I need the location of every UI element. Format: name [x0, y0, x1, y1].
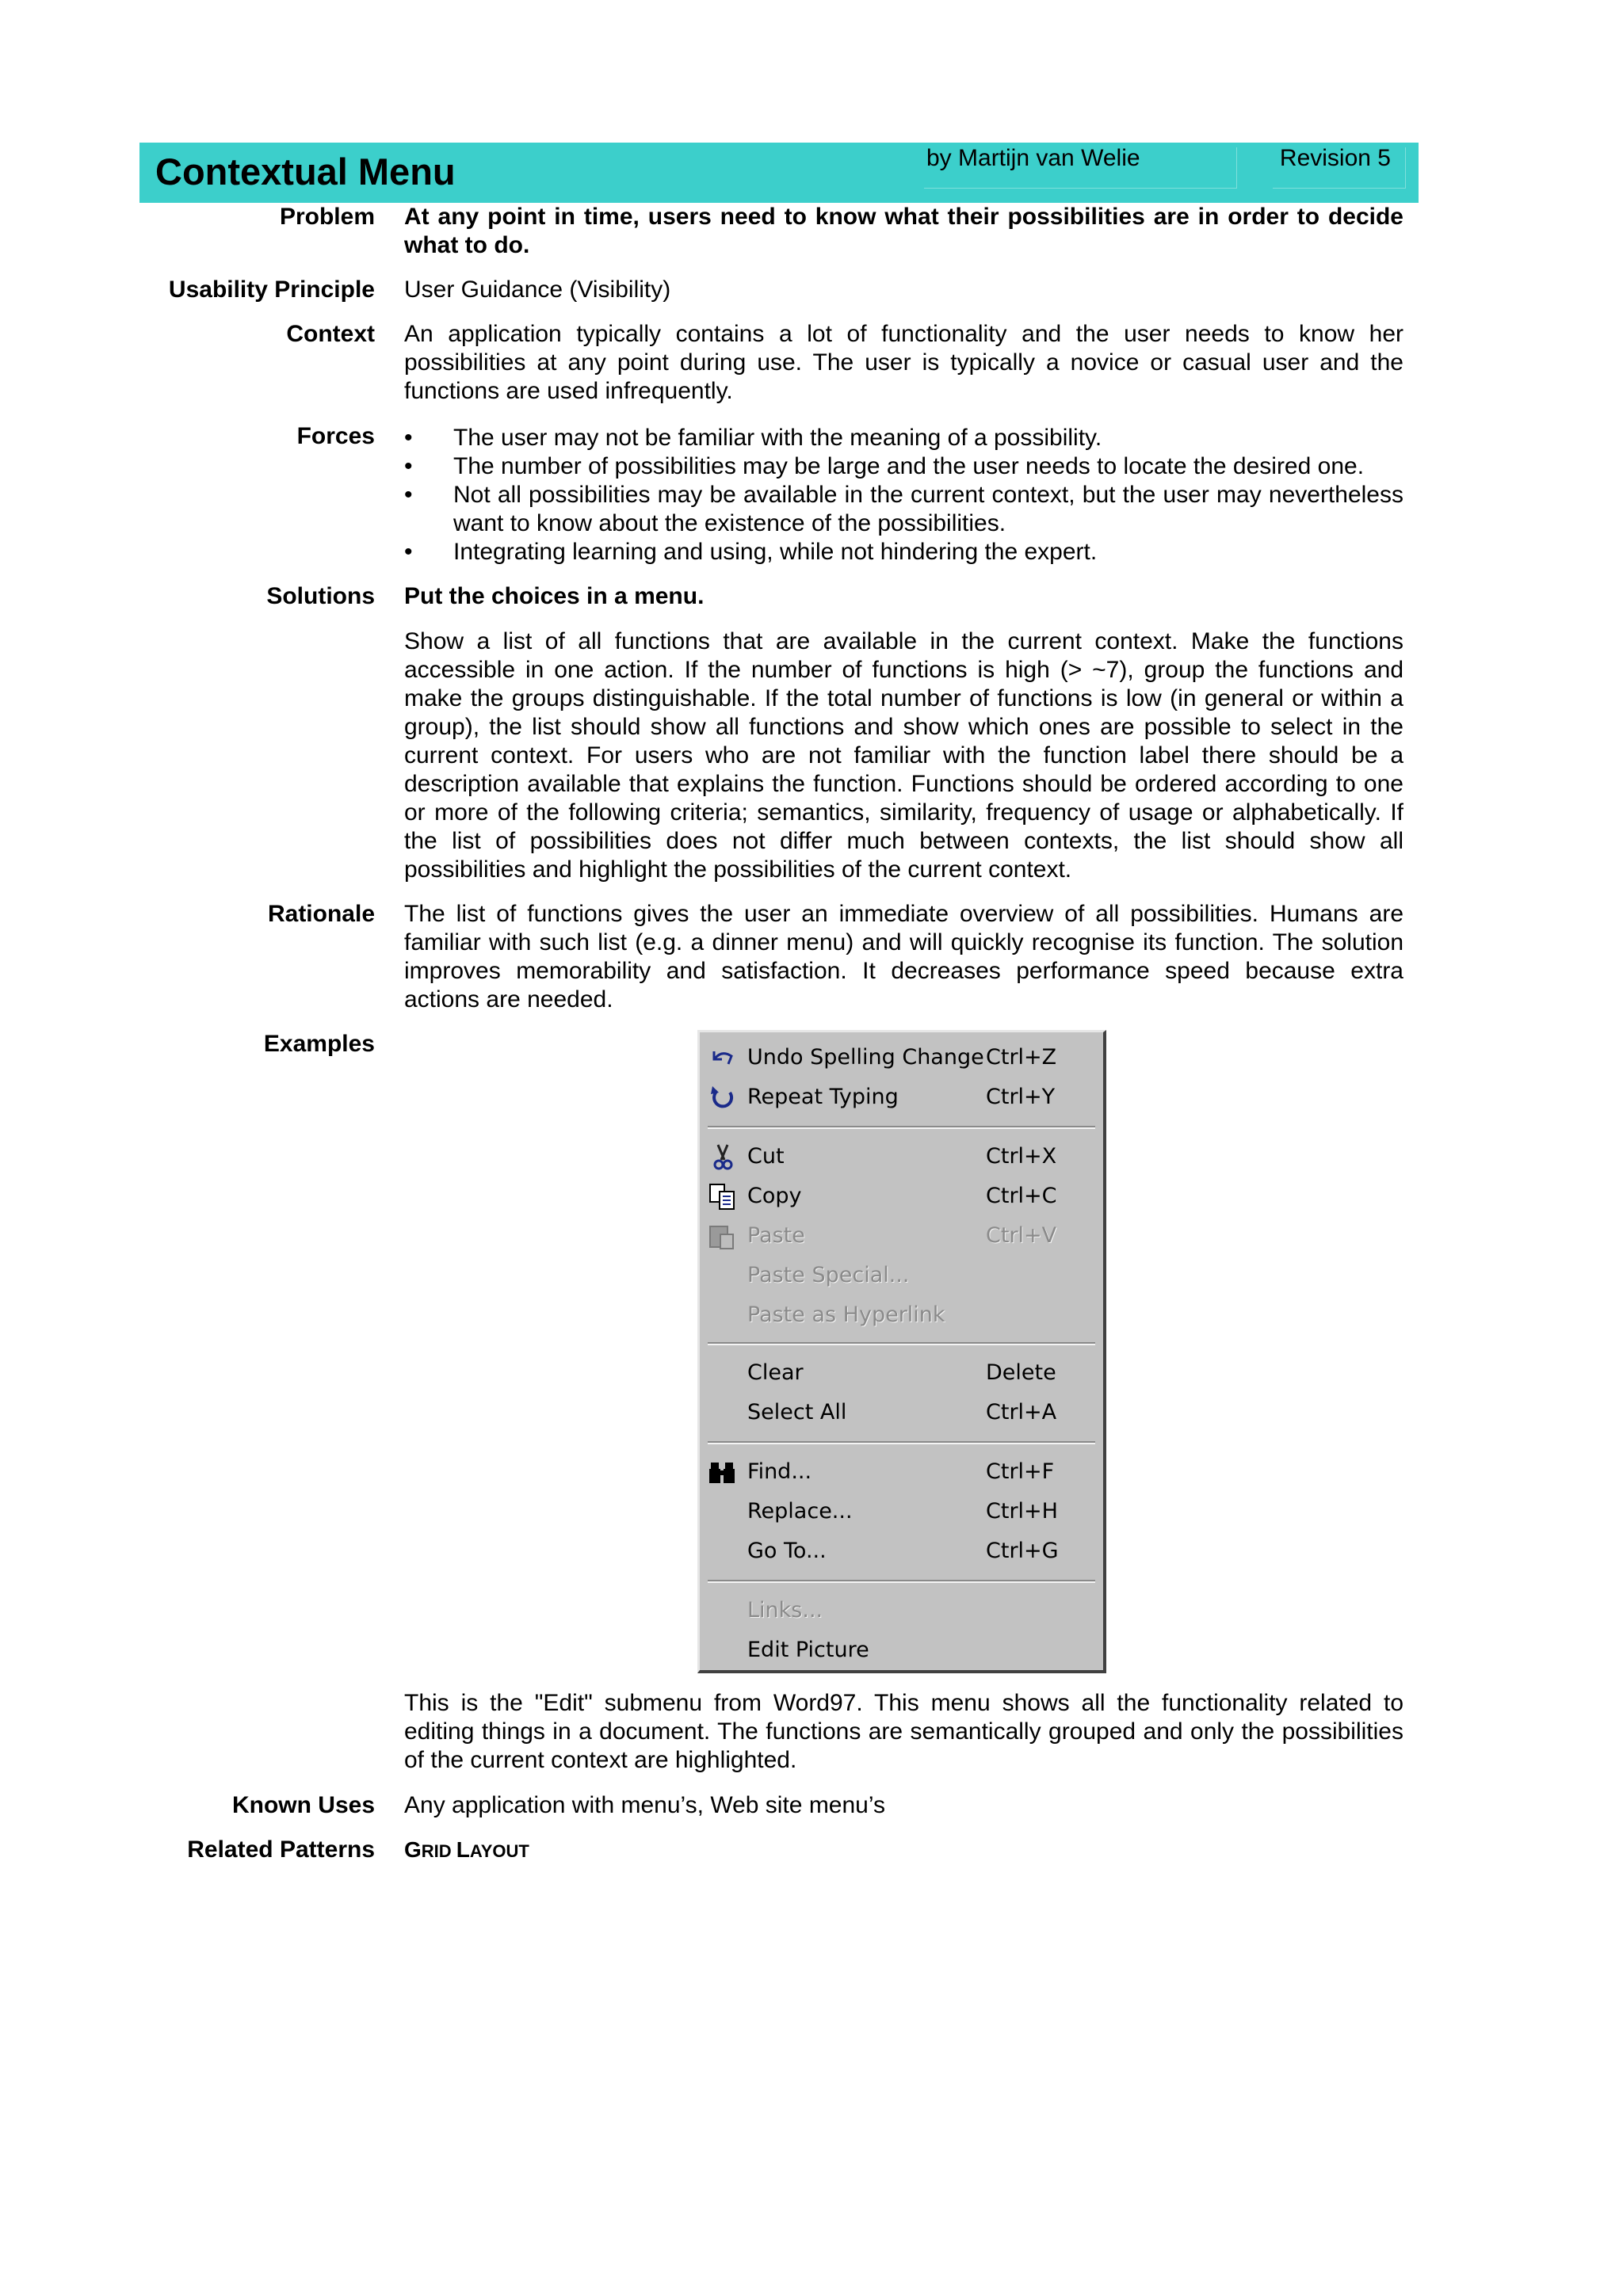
binoculars-icon	[708, 1458, 738, 1488]
menu-item-label: Cut	[747, 1144, 785, 1169]
page-header	[139, 143, 1419, 203]
menu-item-edit-picture[interactable]	[700, 1634, 1103, 1671]
related-pattern-link[interactable]	[404, 1836, 1403, 1866]
menu-item-label: Links...	[747, 1598, 823, 1623]
menu-item-label: Repeat Typing	[747, 1085, 899, 1109]
menu-item-shortcut: Ctrl+X	[986, 1144, 1057, 1169]
edit-context-menu	[697, 1030, 1106, 1673]
menu-item-goto[interactable]	[700, 1535, 1103, 1572]
principle-label: Usability Principle	[168, 277, 375, 303]
copy-icon	[708, 1182, 738, 1212]
author-box	[924, 147, 1237, 189]
menu-item-find[interactable]	[700, 1456, 1103, 1493]
forces-item	[404, 481, 1403, 538]
scissors-icon	[708, 1142, 738, 1173]
revision-box	[1273, 147, 1406, 189]
page-title: Contextual Menu	[155, 151, 456, 193]
menu-item-label: Select All	[747, 1400, 847, 1425]
menu-item-label: Copy	[747, 1184, 802, 1208]
menu-item-repeat[interactable]	[700, 1081, 1103, 1118]
menu-item-shortcut: Ctrl+Z	[986, 1045, 1057, 1070]
menu-separator	[708, 1126, 1095, 1129]
menu-item-label: Go To...	[747, 1539, 827, 1563]
forces-item-text: Not all possibilities may be available in the current context, but the user may nevertheless want to know about the existence of the possibilities.	[453, 482, 1403, 536]
menu-item-paste[interactable]	[700, 1220, 1103, 1257]
author-name: by Martijn van Welie	[926, 145, 1140, 171]
examples-caption: This is the "Edit" submenu from Word97. This menu shows all the functionality related to editing things in a document. The functions are semantically grouped and only the possibilities of the current context are highlighted.	[404, 1690, 1403, 1773]
forces-item-text: Integrating learning and using, while not hindering the expert.	[453, 539, 1098, 565]
known-uses-text: Any application with menu’s, Web site menu’s	[404, 1792, 885, 1818]
menu-item-clear[interactable]	[700, 1357, 1103, 1394]
forces-item-text: The user may not be familiar with the meaning of a possibility.	[453, 425, 1102, 451]
menu-item-shortcut: Delete	[986, 1360, 1056, 1385]
rationale-text: The list of functions gives the user an immediate overview of all possibilities. Humans are familiar with such list (e.g. a dinner menu) and will quickly recognise its function. The solution improves memorability and satisfaction. It decreases performance speed because extra actions are needed.	[404, 901, 1403, 1013]
related-pattern-part: RID	[421, 1841, 456, 1861]
bullet-icon: •	[404, 539, 413, 565]
menu-separator	[708, 1580, 1095, 1583]
forces-list	[404, 424, 1403, 566]
related-pattern-part: G	[404, 1837, 422, 1862]
related-pattern-part: AYOUT	[469, 1841, 529, 1861]
bullet-icon: •	[404, 482, 413, 508]
related-pattern-part: L	[456, 1837, 470, 1862]
menu-item-label: Find...	[747, 1459, 812, 1484]
menu-item-shortcut: Ctrl+Y	[986, 1085, 1056, 1109]
menu-item-copy[interactable]	[700, 1180, 1103, 1217]
menu-item-label: Paste	[747, 1223, 805, 1248]
repeat-icon	[708, 1083, 738, 1113]
menu-item-shortcut: Ctrl+G	[986, 1539, 1059, 1563]
menu-item-shortcut: Ctrl+F	[986, 1459, 1055, 1484]
forces-item	[404, 452, 1403, 481]
rationale-label: Rationale	[267, 901, 375, 927]
forces-item-text: The number of possibilities may be large and the user needs to locate the desired one.	[453, 453, 1365, 479]
forces-label: Forces	[296, 423, 375, 449]
problem-label: Problem	[279, 204, 375, 230]
menu-item-label: Undo Spelling Change	[747, 1045, 984, 1070]
paste-icon	[708, 1222, 738, 1252]
menu-item-shortcut: Ctrl+H	[986, 1499, 1058, 1524]
principle-text: User Guidance (Visibility)	[404, 277, 671, 303]
menu-separator	[708, 1441, 1095, 1444]
menu-item-label: Paste as Hyperlink	[747, 1302, 945, 1327]
context-label: Context	[286, 321, 375, 347]
menu-item-cut[interactable]	[700, 1141, 1103, 1177]
menu-item-paste-special[interactable]	[700, 1260, 1103, 1296]
revision-label: Revision 5	[1279, 145, 1391, 171]
menu-item-shortcut: Ctrl+C	[986, 1184, 1057, 1208]
forces-item	[404, 424, 1403, 452]
menu-item-shortcut: Ctrl+V	[986, 1223, 1057, 1248]
related-label: Related Patterns	[187, 1836, 375, 1863]
menu-item-select-all[interactable]	[700, 1397, 1103, 1433]
context-text: An application typically contains a lot of functionality and the user needs to know her possibilities at any point during use. The user is typically a novice or casual user and the functions are used infrequently.	[404, 321, 1403, 404]
known-uses-label: Known Uses	[231, 1792, 375, 1818]
menu-item-replace[interactable]	[700, 1496, 1103, 1532]
bullet-icon: •	[404, 453, 413, 479]
menu-item-label: Clear	[747, 1360, 804, 1385]
solutions-label: Solutions	[266, 583, 375, 609]
forces-item	[404, 538, 1403, 566]
solutions-summary: Put the choices in a menu.	[404, 583, 705, 609]
menu-item-undo[interactable]	[700, 1042, 1103, 1078]
bullet-icon: •	[404, 425, 413, 451]
menu-separator	[708, 1342, 1095, 1345]
examples-label: Examples	[263, 1031, 375, 1057]
undo-icon	[708, 1043, 738, 1074]
menu-item-shortcut: Ctrl+A	[986, 1400, 1057, 1425]
menu-item-label: Replace...	[747, 1499, 853, 1524]
solutions-text: Show a list of all functions that are available in the current context. Make the functions accessible in one action. If the number of functions is high (> ~7), group the functions and make the groups distinguishable. If the total number of functions is low (in general or within a group), the list should show all functions and show which ones are possible to select in the current context. For users who are not familiar with the function label there should be a description available that explains the function. Functions should be ordered according to one or more of the following criteria; semantics, similarity, frequency of usage or alphabetically. If the list of possibilities does not differ much between contexts, the list should show all possibilities and highlight the possibilities of the current context.	[404, 628, 1403, 883]
problem-text: At any point in time, users need to know what their possibilities are in order to decide what to do.	[404, 204, 1403, 258]
menu-item-links[interactable]	[700, 1595, 1103, 1631]
menu-item-paste-hyperlink[interactable]	[700, 1299, 1103, 1336]
menu-item-label: Edit Picture	[747, 1638, 869, 1662]
menu-item-label: Paste Special...	[747, 1263, 910, 1287]
